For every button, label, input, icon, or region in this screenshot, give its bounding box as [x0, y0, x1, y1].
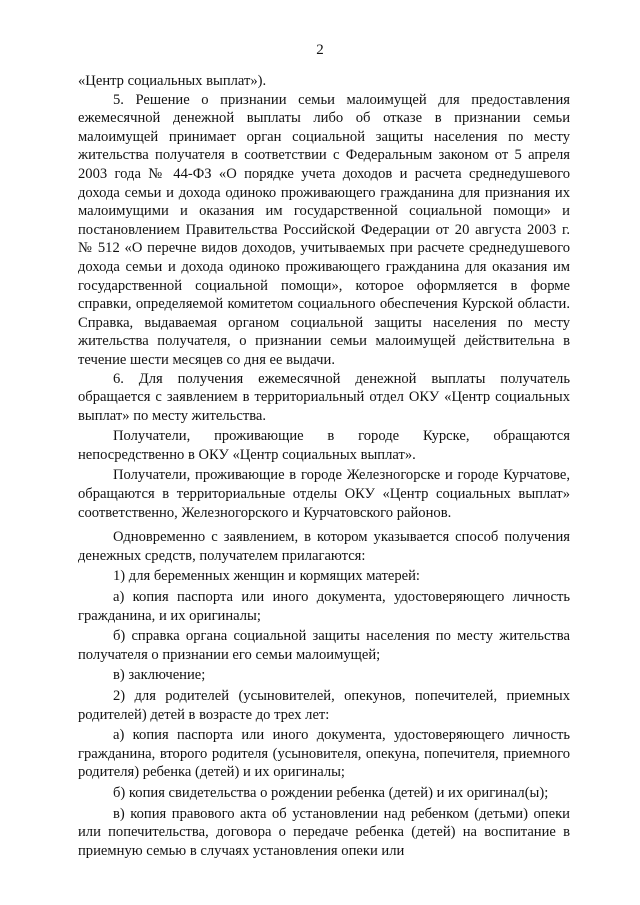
list-item-1a: а) копия паспорта или иного документа, удостоверяющего личность гражданина, и их оригиналы;: [78, 589, 570, 624]
list-item-2c: в) копия правового акта об установлении над ребенком (детьми) опеки или попечительства, договора о передаче ребенка (детей) на воспитание в приемную семью в случаях установления опеки или: [78, 805, 570, 859]
paragraph-kursk: Получатели, проживающие в городе Курске, обращаются непосредственно в ОКУ «Центр социальных выплат».: [78, 428, 570, 463]
document-body: [78, 72, 570, 860]
list-item-2a: а) копия паспорта или иного документа, удостоверяющего личность гражданина, второго родителя (усыновителя, опекуна, попечителя, приемного родителя) ребенка (детей) и их оригиналы;: [78, 727, 570, 781]
list-item-1c: в) заключение;: [113, 667, 206, 684]
paragraph-attachments-intro: Одновременно с заявлением, в котором указывается способ получения денежных средств, получателем прилагаются:: [78, 529, 570, 564]
list-item-2b: б) копия свидетельства о рождении ребенка (детей) и их оригинал(ы);: [113, 784, 549, 801]
paragraph-zheleznogorsk: Получатели, проживающие в городе Железногорске и городе Курчатове, обращаются в территориальные отделы ОКУ «Центр социальных выплат» соответственно, Железногорского и Курчатовского районов.: [78, 467, 570, 521]
list-item-2: 2) для родителей (усыновителей, опекунов, попечителей, приемных родителей) детей в возрасте до трех лет:: [78, 688, 570, 723]
paragraph-item-5: 5. Решение о признании семьи малоимущей для предоставления ежемесячной денежной выплаты либо об отказе в признании семьи малоимущей принимает орган социальной защиты населения по месту жительства получателя в соответствии с Федеральным законом от 5 апреля 2003 года № 44-ФЗ «О порядке учета доходов и расчета среднедушевого дохода семьи и дохода одиноко проживающего гражданина для признания их малоимущими и оказания им государственной социальной помощи» и постановлением Правительства Российской Федерации от 20 августа 2003 г. № 512 «О перечне видов доходов, учитываемых при расчете среднедушевого дохода семьи и дохода одиноко проживающего гражданина для оказания им государственной социальной помощи», которое оформляется в форме справки, определяемой комитетом социального обеспечения Курской области. Справка, выдаваемая органом социальной защиты населения по месту жительства получателя, о признании семьи малоимущей действительна в течение шести месяцев со дня ее выдачи.: [78, 91, 570, 368]
page-number: 2: [316, 42, 324, 58]
paragraph-item-6: 6. Для получения ежемесячной денежной выплаты получатель обращается с заявлением в территориальный отдел ОКУ «Центр социальных выплат» по месту жительства.: [78, 370, 570, 424]
list-item-1: 1) для беременных женщин и кормящих матерей:: [113, 568, 420, 585]
list-item-1b: б) справка органа социальной защиты населения по месту жительства получателя о признании его семьи малоимущей;: [78, 628, 570, 663]
paragraph-continuation: «Центр социальных выплат»).: [78, 73, 267, 89]
